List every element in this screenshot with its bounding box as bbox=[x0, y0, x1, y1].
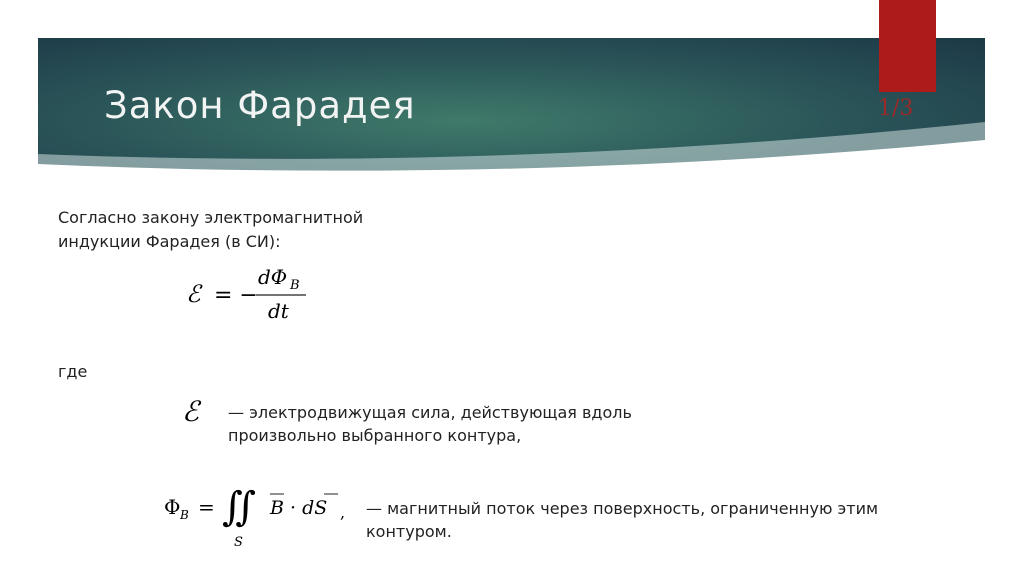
page-title: Закон Фарадея bbox=[104, 84, 416, 127]
page-counter: 1/3 bbox=[878, 96, 914, 121]
where-label: где bbox=[58, 362, 88, 381]
accent-tab bbox=[879, 0, 936, 92]
faraday-formula bbox=[186, 262, 326, 326]
emf-symbol-standalone bbox=[180, 394, 214, 428]
flux-symbol: Φ bbox=[164, 495, 181, 519]
emf-symbol: ℰ bbox=[186, 280, 201, 308]
flux-equals: = bbox=[198, 495, 215, 519]
intro-text: Согласно закону электромагнитной индукции Фарадея (в СИ): bbox=[58, 208, 364, 251]
numerator: dΦ bbox=[258, 265, 288, 289]
denominator: dt bbox=[268, 299, 289, 323]
emf-definition: — электродвижущая сила, действующая вдоль произвольно выбранного контура, bbox=[228, 403, 632, 445]
svg-text:ℰ: ℰ bbox=[182, 395, 199, 428]
surface-label: S bbox=[234, 535, 243, 550]
flux-formula bbox=[164, 474, 354, 550]
integrand: B · dS bbox=[270, 497, 328, 519]
flux-definition: — магнитный поток через поверхность, ограниченную этим контуром. bbox=[366, 499, 879, 541]
numerator-subscript: B bbox=[290, 278, 300, 293]
integrand-comma: , bbox=[340, 503, 346, 522]
double-integral: ∬ bbox=[222, 484, 257, 530]
equals-minus: = − bbox=[214, 283, 258, 308]
flux-subscript: B bbox=[180, 508, 189, 522]
